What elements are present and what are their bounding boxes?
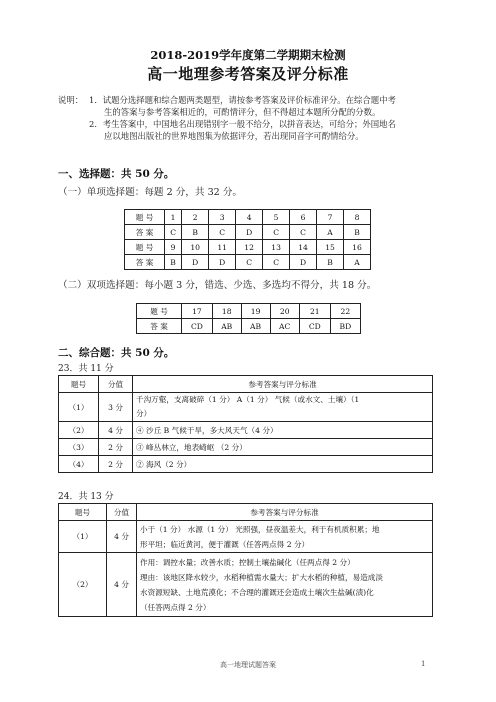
question-number: 5	[263, 210, 290, 225]
column-header: 参考答案与评分标准	[137, 504, 433, 521]
column-header: 分值	[107, 504, 137, 521]
row-label: 答 案	[137, 319, 182, 334]
question-number: 18	[212, 304, 241, 319]
question-number: 2	[182, 210, 209, 225]
row-label: 题 号	[125, 240, 165, 255]
score-cell: 3 分	[99, 393, 133, 422]
table-header-row	[59, 504, 433, 521]
answer-cell: C	[209, 225, 236, 240]
section-1-part-2: （二）双项选择题：每小题 3 分，错选、少选、多选均不得分，共 18 分。	[58, 280, 377, 291]
notes-label: 说明：	[58, 95, 84, 105]
question-number: 22	[330, 304, 360, 319]
question-number: 3	[209, 210, 236, 225]
answer-cell: D	[182, 255, 209, 270]
answer-cell	[137, 521, 433, 553]
double-choice-table	[136, 303, 361, 334]
answer-cell: B	[165, 255, 182, 270]
question-number: 16	[344, 240, 371, 255]
table-row	[125, 240, 371, 255]
answer-cell: C	[263, 255, 290, 270]
section-2-heading: 二、综合题：共 50 分。	[58, 347, 175, 359]
column-header: 题号	[59, 504, 107, 521]
answer-cell: C	[165, 225, 182, 240]
question-number: 20	[270, 304, 299, 319]
answer-cell: AB	[212, 319, 241, 334]
answer-cell	[137, 553, 433, 617]
answer-line: 小于（1 分） 水源（1 分） 光照强，昼夜温差大，利于有机质积累；地	[140, 524, 380, 534]
question-number: （1）	[59, 521, 107, 553]
answer-cell	[133, 393, 433, 422]
answer-cell: B	[317, 255, 344, 270]
answer-line: 作用：调控水量；改善水质；控制土壤盐碱化（任两点得 2 分）	[140, 557, 355, 567]
question-number: 7	[317, 210, 344, 225]
q24-table	[58, 503, 433, 617]
question-number: （3）	[59, 439, 99, 456]
table-row	[59, 422, 433, 439]
score-cell: 4 分	[99, 422, 133, 439]
answer-cell: AB	[241, 319, 270, 334]
answer-cell: AC	[270, 319, 299, 334]
answer-cell: C	[236, 255, 263, 270]
note-2-line-1: 2．考生答案中，中国地名出现错别字一般不给分，以拼音表达，可给分；外国地名	[89, 119, 396, 129]
question-number: 21	[299, 304, 330, 319]
table-row	[59, 393, 433, 422]
answer-cell: A	[317, 225, 344, 240]
table-row	[125, 225, 371, 240]
table-row	[59, 439, 433, 456]
score-cell: 4 分	[107, 553, 137, 617]
page-number: 1	[421, 660, 426, 668]
score-cell: 4 分	[107, 521, 137, 553]
note-2-line-2: 应以地图出版社的世界地图集为依据评分，若出现同音字可酌情给分。	[104, 131, 364, 141]
question-number: （4）	[59, 456, 99, 473]
single-choice-table	[124, 209, 371, 270]
answer-cell: BD	[330, 319, 360, 334]
answer-cell: ④ 沙丘 B 气候干旱，多大风天气（4 分）	[133, 422, 433, 439]
answer-cell: B	[344, 225, 371, 240]
table-row	[59, 521, 433, 553]
answer-line: 水资源短缺、土地荒漠化；不合理的灌溉还会造成土壤次生盐碱(渍)化	[140, 587, 374, 597]
q24-title: 24．共 13 分	[58, 492, 114, 502]
answer-cell: C	[263, 225, 290, 240]
q23-table	[58, 375, 433, 473]
page-subtitle: 高一地理参考答案及评分标准	[147, 65, 349, 83]
row-label: 答 案	[125, 225, 165, 240]
column-header: 分值	[99, 376, 133, 393]
column-header: 参考答案与评分标准	[133, 376, 433, 393]
answer-cell: C	[290, 225, 317, 240]
question-number: （1）	[59, 393, 99, 422]
answer-cell: CD	[299, 319, 330, 334]
question-number: 10	[182, 240, 209, 255]
table-row	[59, 456, 433, 473]
table-row	[125, 255, 371, 270]
answer-cell: D	[290, 255, 317, 270]
page-title: 2018-2019学年度第二学期期末检测	[150, 48, 346, 62]
question-number: 14	[290, 240, 317, 255]
question-number: 1	[165, 210, 182, 225]
table-row	[137, 319, 361, 334]
answer-cell: D	[236, 225, 263, 240]
section-1-heading: 一、选择题：共 50 分。	[58, 168, 175, 180]
section-1-part-1: （一）单项选择题：每题 2 分，共 32 分。	[58, 187, 243, 198]
table-header-row	[59, 376, 433, 393]
answer-line: 分）	[136, 409, 152, 418]
column-header: 题号	[59, 376, 99, 393]
answer-line: （任答两点得 2 分）	[140, 602, 211, 612]
footer-text: 高一地理试题答案	[220, 661, 276, 669]
question-number: （2）	[59, 553, 107, 617]
question-number: （2）	[59, 422, 99, 439]
answer-cell: CD	[182, 319, 213, 334]
q23-title: 23．共 11 分	[58, 364, 114, 374]
question-number: 15	[317, 240, 344, 255]
row-label: 题 号	[137, 304, 182, 319]
question-number: 8	[344, 210, 371, 225]
table-row	[125, 210, 371, 225]
question-number: 17	[182, 304, 213, 319]
row-label: 题 号	[125, 210, 165, 225]
question-number: 4	[236, 210, 263, 225]
table-row	[137, 304, 361, 319]
note-1-line-1: 1．试题分选择题和综合题两类题型，请按参考答案及评价标准评分。在综合题中考	[89, 95, 396, 105]
question-number: 6	[290, 210, 317, 225]
question-number: 9	[165, 240, 182, 255]
question-number: 13	[263, 240, 290, 255]
answer-cell: B	[182, 225, 209, 240]
question-number: 12	[236, 240, 263, 255]
score-cell: 2 分	[99, 439, 133, 456]
answer-cell: A	[344, 255, 371, 270]
note-1-line-2: 生的答案与参考答案相近的，可酌情评分，但不得超过本题所分配的分数。	[104, 107, 381, 117]
answer-line: 形平坦；临近黄河，便于灌溉（任答两点得 2 分）	[140, 539, 310, 549]
question-number: 19	[241, 304, 270, 319]
answer-cell: ② 海风（2 分）	[133, 456, 433, 473]
table-row	[59, 553, 433, 617]
score-cell: 2 分	[99, 456, 133, 473]
answer-cell: D	[209, 255, 236, 270]
answer-line: 理由：该地区降水较少，水稻种植需水量大；扩大水稻的种植，易造成淡	[140, 572, 383, 582]
question-number: 11	[209, 240, 236, 255]
answer-line: 千沟万壑，支离破碎（1 分） A（1 分） 气候（或水文、土壤）（1	[136, 395, 360, 404]
row-label: 答 案	[125, 255, 165, 270]
answer-cell: ③ 峰丛林立，地表崎岖 （2 分）	[133, 439, 433, 456]
